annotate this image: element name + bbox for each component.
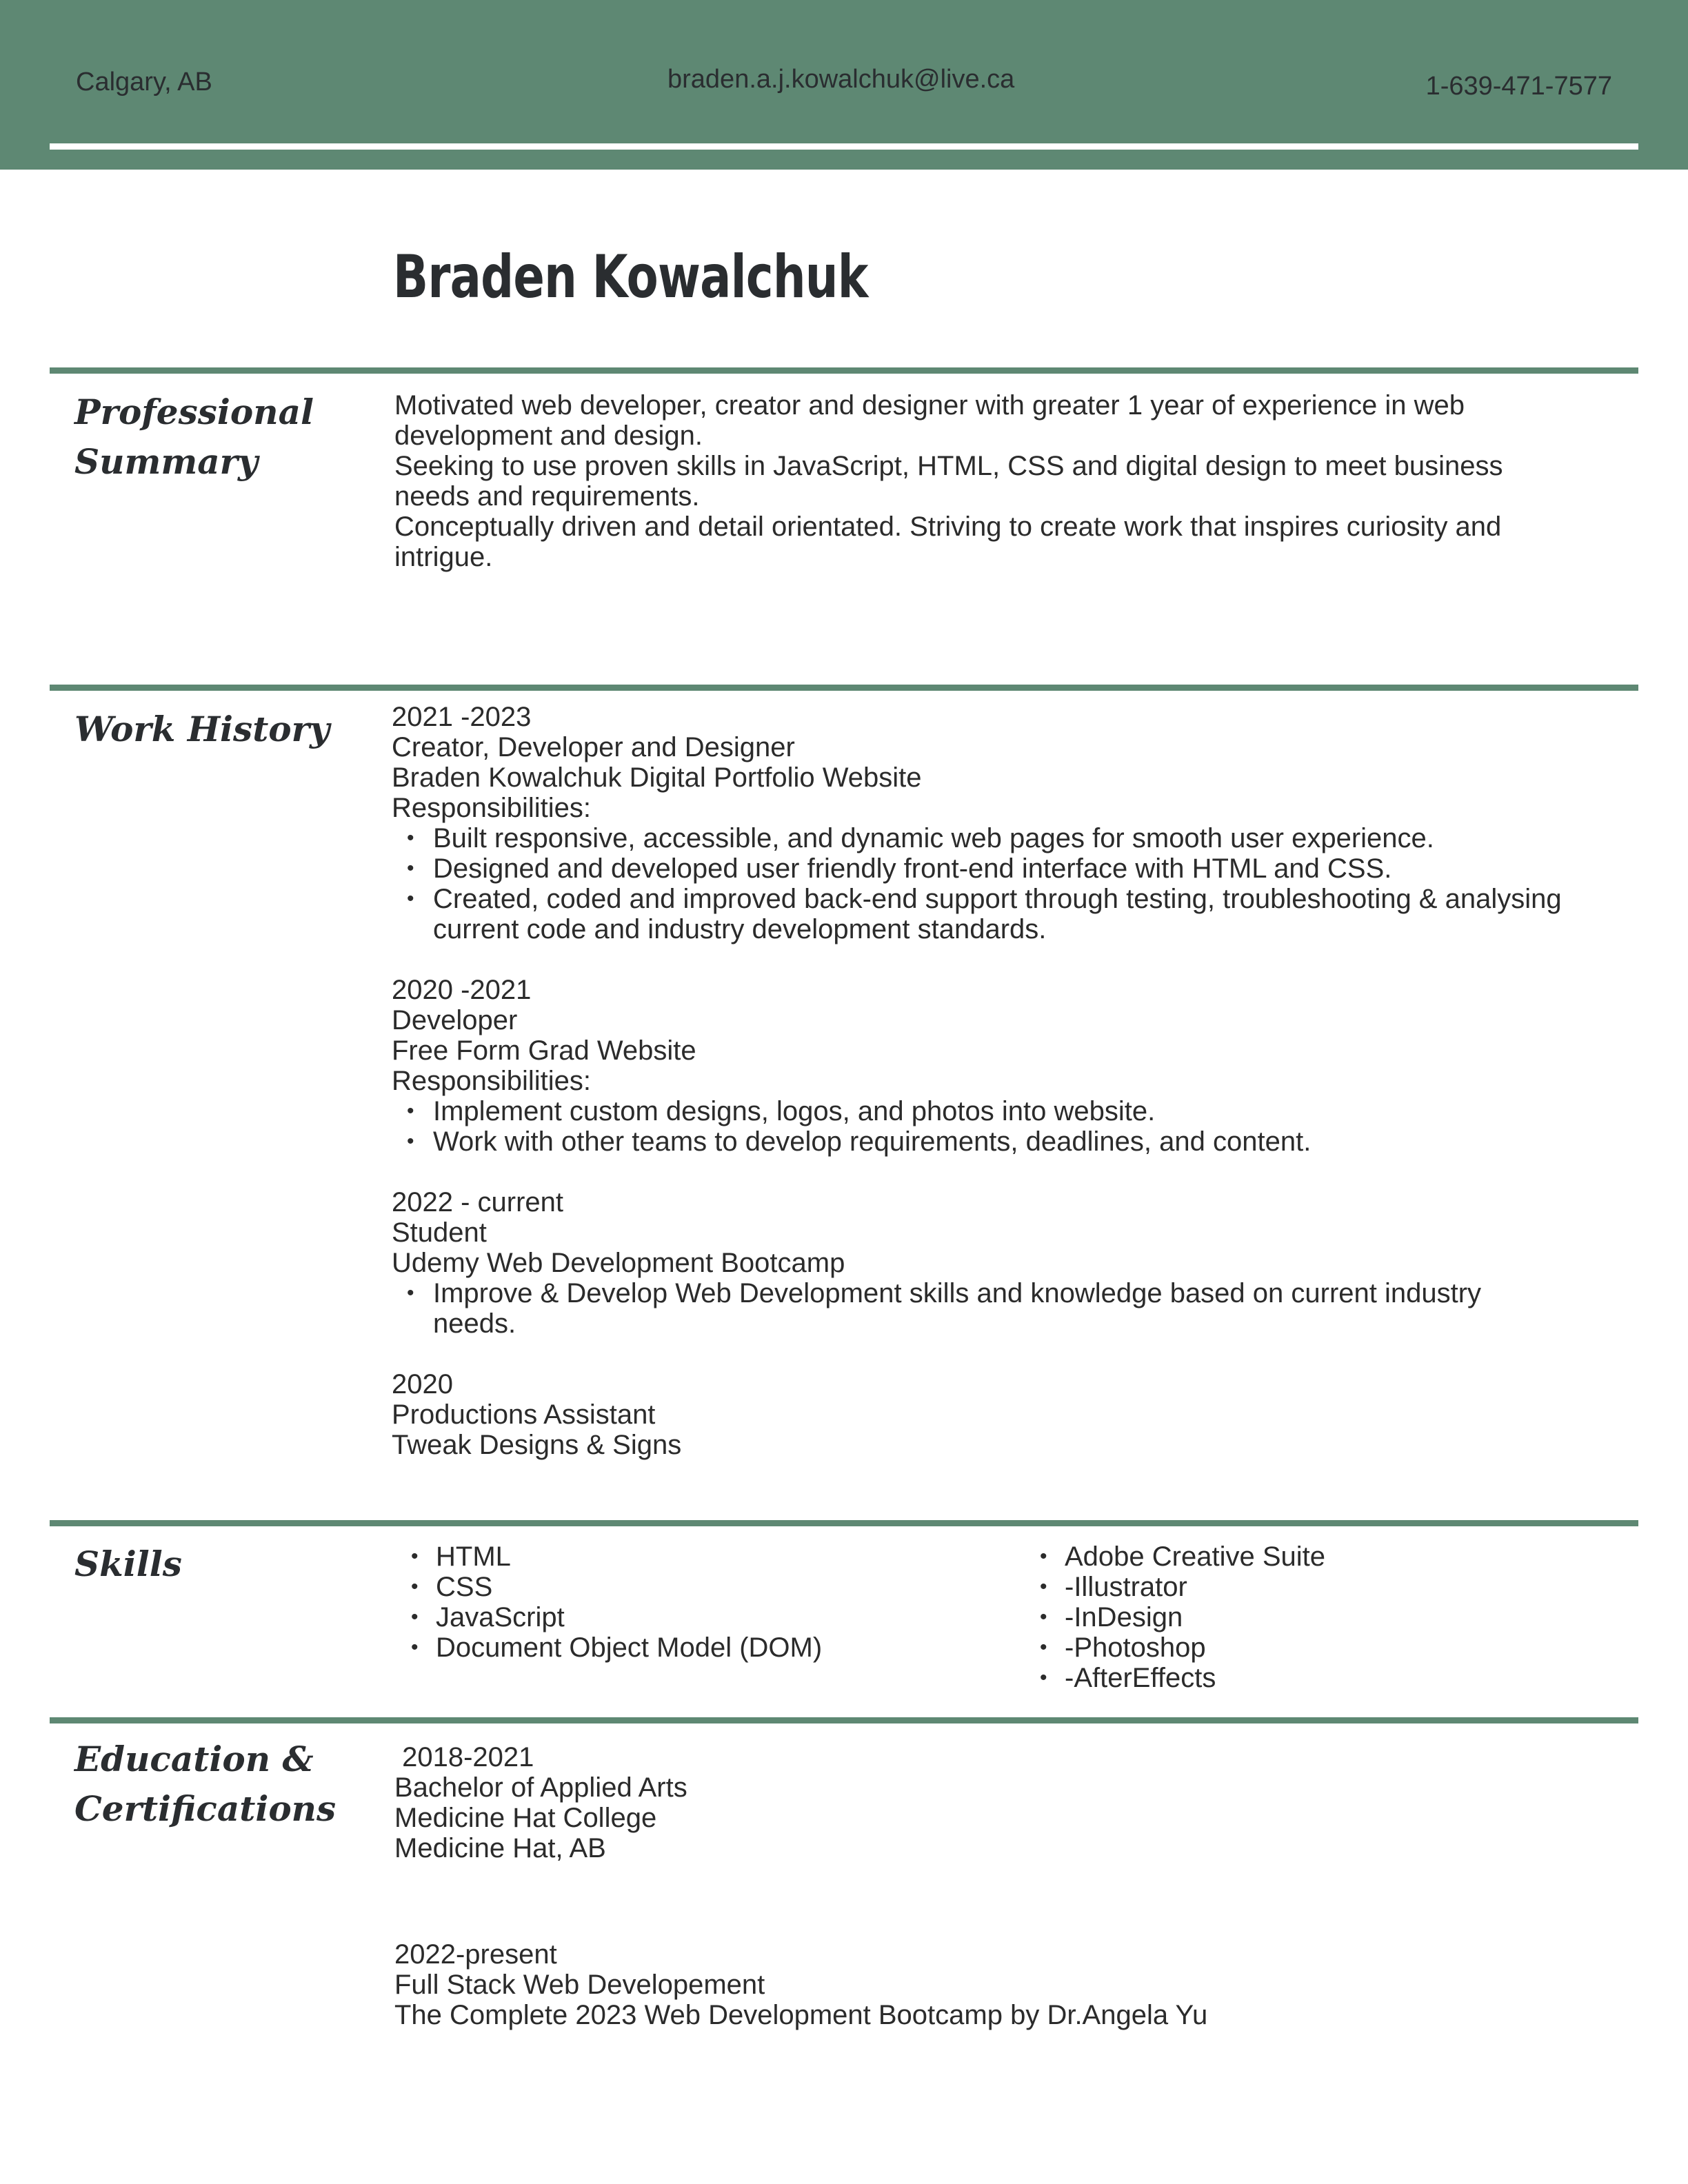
- skills-heading: Skills: [74, 1544, 182, 1584]
- job-company: Udemy Web Development Bootcamp: [392, 1248, 845, 1278]
- job-bullets: [392, 1278, 1564, 1339]
- skills-list: [1023, 1541, 1325, 1693]
- summary-heading-line1: Professional: [74, 392, 314, 432]
- skill-subitem: • -AfterEffects: [1065, 1663, 1325, 1693]
- skills-left-column: [394, 1541, 822, 1663]
- work-divider: [50, 685, 1638, 691]
- summary-paragraph: Motivated web developer, creator and designer with greater 1 year of experience in web development and design.: [394, 390, 1465, 451]
- education-entry: [394, 1939, 1567, 2030]
- job-bullets: [392, 823, 1564, 944]
- skill-item: • Document Object Model (DOM): [436, 1632, 822, 1663]
- job-title: Productions Assistant: [392, 1399, 656, 1430]
- education-school: Medicine Hat College: [394, 1803, 657, 1833]
- job-dates: 2020: [392, 1369, 453, 1399]
- education-heading-line1: Education &: [74, 1739, 314, 1779]
- job-dates: 2020 -2021: [392, 975, 532, 1005]
- education-dates: 2022-present: [394, 1939, 557, 1970]
- education-entry: [394, 1742, 1567, 1863]
- job-title: Developer: [392, 1005, 518, 1035]
- contact-phone[interactable]: 1-639-471-7577: [1425, 72, 1612, 101]
- education-school: The Complete 2023 Web Development Bootcamp by Dr.Angela Yu: [394, 2000, 1208, 2030]
- header-divider: [50, 143, 1638, 150]
- summary-text: [394, 390, 1539, 572]
- job-bullet: • Designed and developed user friendly front-end interface with HTML and CSS.: [433, 853, 1564, 884]
- job-company: Free Form Grad Website: [392, 1035, 696, 1066]
- education-degree: Bachelor of Applied Arts: [394, 1772, 687, 1803]
- job-title: Student: [392, 1217, 487, 1248]
- job-company: Tweak Designs & Signs: [392, 1430, 682, 1460]
- skill-item-label: Adobe Creative Suite: [1065, 1541, 1326, 1572]
- summary-heading-line2: Summary: [74, 441, 259, 482]
- skill-item: • CSS: [436, 1572, 822, 1602]
- education-location: Medicine Hat, AB: [394, 1833, 606, 1863]
- skill-item: • HTML: [436, 1541, 822, 1572]
- work-heading: Work History: [74, 709, 330, 749]
- education-heading-line2: Certifications: [74, 1788, 336, 1829]
- job-bullet: • Created, coded and improved back-end support through testing, troubleshooting & analysing current code and industry development standards.: [433, 884, 1564, 944]
- skill-item: • JavaScript: [436, 1602, 822, 1632]
- summary-divider: [50, 367, 1638, 374]
- work-history: [392, 702, 1564, 1490]
- education-heading: [74, 1735, 378, 1834]
- job-entry: [392, 702, 1564, 944]
- job-company: Braden Kowalchuk Digital Portfolio Website: [392, 762, 922, 793]
- skills-list: [394, 1541, 822, 1663]
- skill-subitem: • -Photoshop: [1065, 1632, 1325, 1663]
- job-entry: [392, 1187, 1564, 1339]
- job-entry: [392, 975, 1564, 1157]
- job-title: Creator, Developer and Designer: [392, 732, 795, 762]
- job-bullets: [392, 1096, 1564, 1157]
- skills-right-column: [1023, 1541, 1325, 1693]
- skill-sublist: [1065, 1572, 1325, 1693]
- summary-paragraph: Conceptually driven and detail orientated. Striving to create work that inspires curiosity and intrigue.: [394, 512, 1502, 572]
- job-dates: 2021 -2023: [392, 702, 532, 732]
- job-bullet: • Work with other teams to develop requirements, deadlines, and content.: [433, 1126, 1564, 1157]
- job-dates: 2022 - current: [392, 1187, 564, 1217]
- candidate-name: Braden Kowalchuk: [393, 243, 868, 312]
- job-entry: [392, 1369, 1564, 1460]
- skill-subitem: • -Illustrator: [1065, 1572, 1325, 1602]
- summary-heading: [74, 387, 378, 487]
- job-bullet: • Implement custom designs, logos, and photos into website.: [433, 1096, 1564, 1126]
- education-dates: 2018-2021: [394, 1742, 534, 1772]
- contact-email[interactable]: braden.a.j.kowalchuk@live.ca: [667, 65, 1015, 94]
- skills-divider: [50, 1520, 1638, 1526]
- summary-paragraph: Seeking to use proven skills in JavaScript, HTML, CSS and digital design to meet business needs and requirements.: [394, 451, 1503, 512]
- skill-item: [1065, 1541, 1325, 1693]
- education-degree: Full Stack Web Developement: [394, 1970, 765, 2000]
- job-bullet: • Built responsive, accessible, and dynamic web pages for smooth user experience.: [433, 823, 1564, 853]
- education-divider: [50, 1717, 1638, 1723]
- contact-location: Calgary, AB: [76, 68, 212, 97]
- job-responsibilities-label: Responsibilities:: [392, 793, 592, 823]
- skill-subitem: • -InDesign: [1065, 1602, 1325, 1632]
- job-bullet: • Improve & Develop Web Development skills and knowledge based on current industry needs.: [433, 1278, 1564, 1339]
- job-responsibilities-label: Responsibilities:: [392, 1066, 592, 1096]
